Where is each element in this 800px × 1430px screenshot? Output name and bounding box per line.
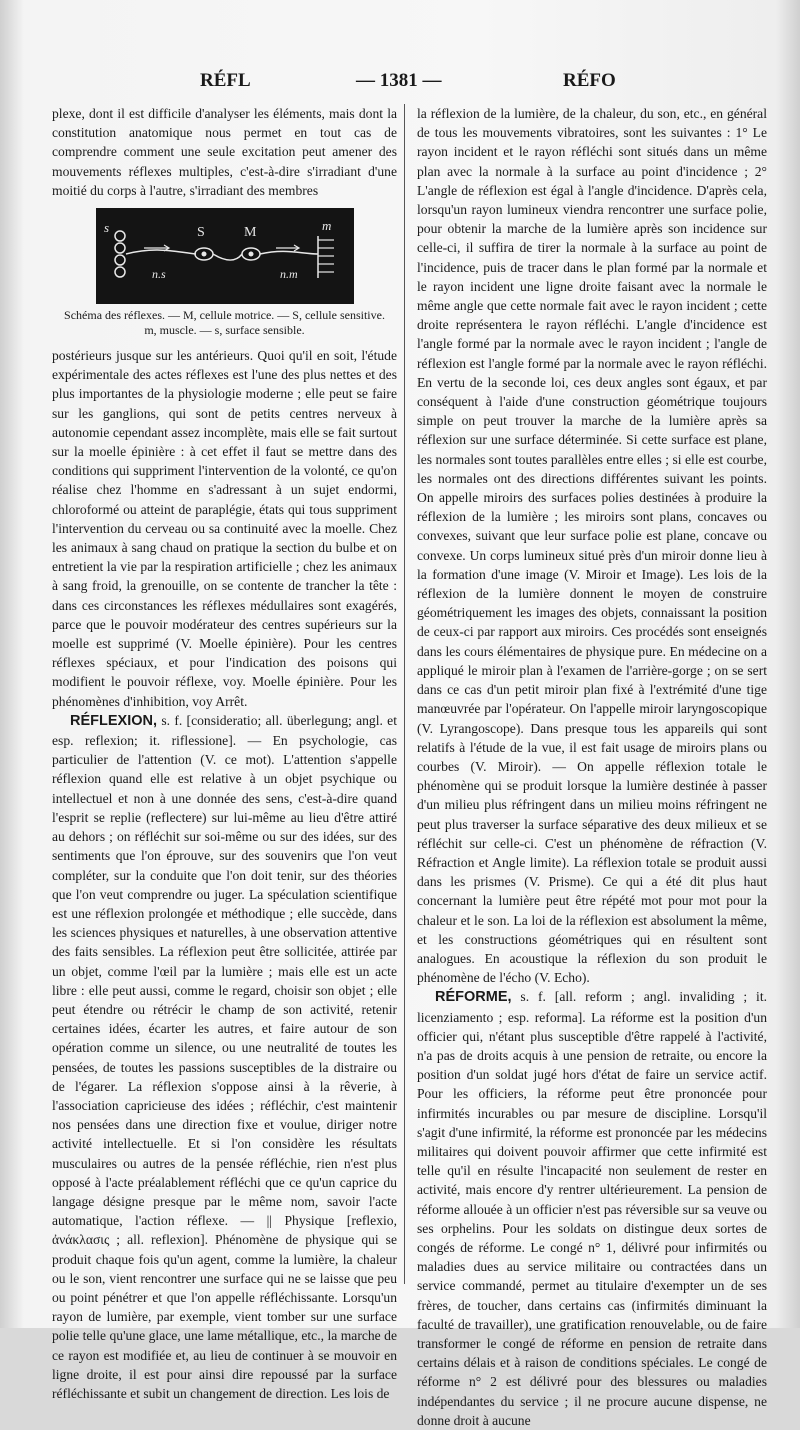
label-surface: s (103, 220, 109, 236)
entry-reflexion-body: s. f. [consideratio; all. überlegung; angl. et esp. reflexion; it. riflessione]. — En psychologie, cas particulier de l'attention (V. ce mot). L'attention s'appelle réflexion quand elle est relative à un objet psychique ou intellectuel et non à une donnée des sens, c'est-à-dire quand l'esprit se replie (reflectere) sur lui-même au lieu d'être attiré au dehors ; on réfléchit sur soi-même ou sur des idées, sur des sentiments que l'on éprouve, sur des souvenirs que l'on veut compléter, sur la conduite que l'on doit tenir, sur des théories que l'on veut comprendre ou juger. La spéculation scientifique est une réflexion prolongée et méthodique ; elle succède, dans les sciences physiques et naturelles, à une observation attentive des faits sensibles. La réflexion peut être sollicitée, attirée par un objet, comme l'œil par la lumière ; mais elle est un acte libre : elle peut aussi, comme le regard, choisir son objet ; elle peut étendre ou rétrécir le champ de son activité, retenir certaines idées, écarter les autres, et faire autour de son opération comme un silence, ou une neutralité de toutes les pensées, de toutes les passions susceptibles de la distraire ou de l'égarer. La réflexion s'oppose ainsi à la rêverie, à l'association capricieuse des idées ; réfléchir, c'est maintenir nos pensées dans une direction fixe et voulue, diriger notre activité intellectuelle. Et si l'on considère les résultats musculaires ou autres de la pensée réfléchie, rien n'est plus opposé à l'acte préalablement réfléchi que ce qu'un caprice du langage désigne presque par le même nom, savoir l'acte automatique, l'action réflexe. — || Physique [reflexio, ἀνάκλασις ; all. reflexion]. Phénomène de physique qui se produit chaque fois qu'un agent, comme la lumière, la chaleur ou le son, vient rencontrer une surface qui ne se laisse que peu ou point pénétrer et que l'on appelle réfléchissante. Lorsqu'un rayon de lumière, par exemple, vient tomber sur une surface polie telle qu'une glace, une lame métallique, etc., la marche de ce rayon est modifiée et, au lieu de continuer à se mouvoir en ligne droite, il est pour ainsi dire repoussé par la surface réfléchissante et subit un changement de direction. Les lois de (52, 712, 397, 1401)
left-para-1: plexe, dont il est difficile d'analyser les éléments, mais dont la constitution anatomique nous permet en tout cas de comprendre comment une seule excitation peut amener des mouvements réflexes multiples, c'est-à-dire s'irradiant d'une moitié du corps à l'autre, s'irradiant des membres (52, 106, 397, 198)
left-para-2: postérieurs jusque sur les antérieurs. Quoi qu'il en soit, l'étude expérimentale des actes réflexes est l'une des plus nettes et des plus importantes de la physiologie moderne ; elle peut se faire sur les ganglions, qui sont de petits centres nerveux à autonomie cependant assez incomplète, mais elle se fait surtout sur la moelle épinière : à cet effet il faut se mettre dans des conditions qui suppriment l'intervention de la volonté, ce qu'on réalise chez l'homme en s'adressant à un sujet endormi, chloroformé ou atteint de paraplégie, états qui tous suppriment l'intervention du cerveau ou sa continuité avec la moelle. Chez les animaux à sang chaud on pratique la section du bulbe et on entretient la vie par la respiration artificielle ; chez les animaux à sang froid, la grenouille, on se contente de trancher la tête : dans ces circonstances les réflexes médullaires sont exagérés, parce que le pouvoir modérateur des centres supérieurs sur la moelle est supprimé (V. Moelle épinière). Pour les centres réflexes spéciaux, et pour l'indication des poisons qui modifient le pouvoir réflexe, voy. Moelle épinière. Pour les phénomènes d'inhibition, voy Arrêt. (52, 348, 397, 709)
right-column (417, 104, 768, 1428)
reflex-schema-figure (96, 208, 354, 304)
right-para-1: la réflexion de la lumière, de la chaleur, du son, etc., en général de tous les mouvements vibratoires, sont les suivantes : 1° Le rayon incident et le rayon réfléchi sont situés dans un même plan avec la normale à la surface au point d'incidence ; 2° L'angle de réflexion est égal à l'angle d'incidence. D'après cela, lorsqu'un rayon lumineux viendra rencontrer une surface polie, pour obtenir la marche de la lumière après son incidence sur celle-ci, il suffira de tirer la normale à la surface au point de l'incidence, puis de tracer dans le plan formé par la normale et le rayon incident une ligne droite faisant avec la normale le même angle que cette normale fait avec le rayon incident ; cette droite représentera le rayon réfléchi. L'angle d'incidence est l'angle formé par la normale avec le rayon incident ; l'angle de réflexion est l'angle formé par la normale avec le rayon réfléchi. En vertu de la seconde loi, ces deux angles sont égaux, et par conséquent à l'aide d'une construction géométrique toujours simple on peut trouver la marche de la lumière après sa réflexion sur une surface déterminée. Si cette surface est plane, les normales sont toutes parallèles entre elles ; si elle est courbe, les normales ont des directions différentes suivant les points. On appelle miroirs des surfaces polies destinées à produire la réflexion de la lumière ; les miroirs sont plans, concaves ou convexes, suivant que leur surface polie est plane, concave ou convexe. Un corps lumineux situé près d'un miroir donne lieu à la formation d'une image (V. Miroir et Image). Les lois de la réflexion de la lumière donnent le moyen de construire géométriquement les images des objets, connaissant la position de ceux-ci par rapport aux miroirs. Ces procédés sont enseignés dans les cours élémentaires de physique pure. En médecine on a appliqué le miroir plan à l'examen de l'arrière-gorge ; on se sert dans ce cas d'un petit miroir plan fixé à l'extrémité d'une tige manœuvrée par l'opérateur. On l'appelle miroir laryngoscopique (V. Lyrangoscope). Dans presque tous les appareils qui sont relatifs à l'étude de la vue, il est fait usage de miroirs plans ou courbes (V. Miroir). — On appelle réflexion totale le phénomène qui se produit lorsque la lumière destinée à passer d'un milieu plus réfringent dans un milieu moins réfringent ne peut plus traverser la surface séparative des deux milieux et se réfléchit sur celle-ci. C'est un phénomène de réfraction (V. Réfraction et Angle limite). La réflexion totale se produit aussi dans les prismes (V. Prisme). Ce qui a été dit plus haut concernant la lumière peut être répété mot pour mot pour la chaleur et le son. La loi de la réflexion est absolument la même, et les constructions géométriques qui en résultent sont analogues. En acoustique la réflexion du son produit le phénomène de l'écho (V. Echo). (417, 106, 767, 986)
left-column (52, 104, 397, 1401)
figure-caption (52, 308, 397, 338)
label-nm: n.m (279, 267, 298, 282)
entry-reforme (417, 987, 767, 1430)
figure-caption-line-2: m, muscle. — s, surface sensible. (144, 323, 305, 338)
page-number: — 1381 — (356, 70, 442, 91)
entry-reflexion-headword: RÉFLEXION, (70, 712, 158, 729)
label-muscle: m (321, 218, 331, 234)
reflex-schema-drawing (96, 208, 354, 304)
entry-reflexion (52, 711, 397, 1403)
entry-reforme-headword: RÉFORME, (435, 989, 512, 1006)
label-m-cell: M (243, 225, 256, 241)
label-ns: n.s (151, 267, 166, 282)
header-right-keyword: RÉFO (563, 70, 616, 91)
figure-caption-line-1: Schéma des réflexes. — M, cellule motrice. — S, cellule sensitive. (64, 308, 385, 323)
column-divider (404, 104, 405, 1284)
header-left-keyword: RÉFL (200, 70, 251, 91)
entry-reforme-body: s. f. [all. reform ; angl. invaliding ; it. licenziamento ; esp. reforma]. La réforme est la position d'un officier qui, n'étant plus susceptible d'être rappelé à l'activité, n'a pas de droits acquis à une pension de retraite, ou encore la position d'un soldat jugé hors d'état de faire un service actif. Pour les officiers, la réforme peut être prononcée pour infirmités incurables ou par mesure de discipline. Lorsqu'il s'agit d'une infirmité, la réforme est prononcée par les médecins militaires qui doivent pouvoir affirmer que cette infirmité est telle qu'il en résulte l'incapacité non seulement de rester en activité, mais encore d'y rentrer ultérieurement. La pension de réforme allouée à un officier n'est pas réversible sur sa veuve ou ses orphelins. Pour les soldats on distingue deux sortes de congés de réforme. Le congé n° 1, délivré pour infirmités ou maladies dues au service militaire ou contractées dans un service commandé, permet au titulaire d'exempter un de ses frères, de toucher, dans certains cas (infirmités diminuant la faculté de travailler), une gratification renouvelable, ou de faire transformer le congé de réforme en pension de retraite dans certains délais et à raison de conditions spéciales. Le congé de réforme n° 2 est délivré pour des blessures ou maladies indépendantes du service ; il ne procure aucune dispense, ne donne droit à aucune (417, 989, 768, 1428)
running-header (0, 70, 800, 100)
label-s-cell: S (196, 225, 205, 241)
